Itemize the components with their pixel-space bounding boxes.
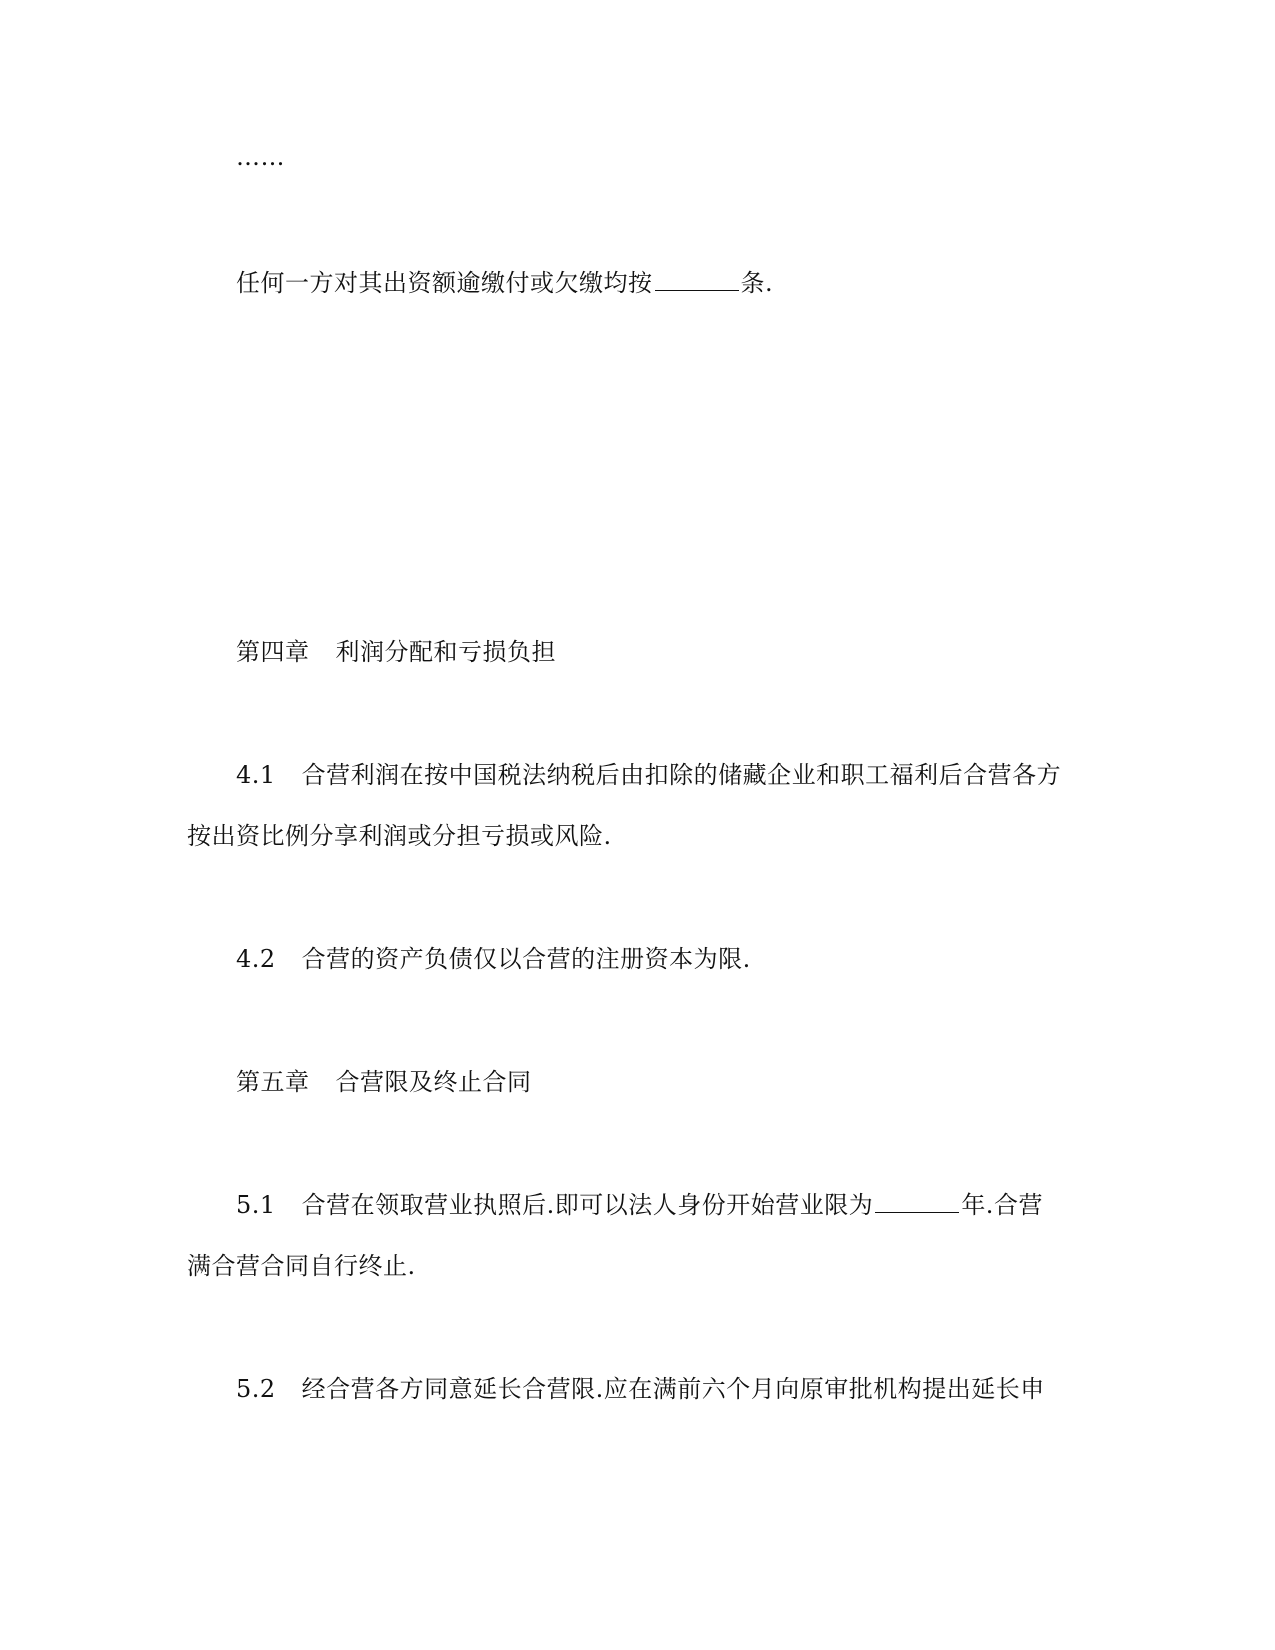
clause-number: 4.1 xyxy=(236,761,276,789)
clause-5-2-line-1 xyxy=(236,1374,1045,1404)
chapter-title: 利润分配和亏损负担 xyxy=(335,638,556,666)
chapter-5-heading xyxy=(236,1067,532,1097)
chapter-title: 合营限及终止合同 xyxy=(335,1068,532,1096)
clause-text: 合营利润在按中国税法纳税后由扣除的储藏企业和职工福利后合营各方 xyxy=(301,761,1062,789)
fill-in-blank xyxy=(655,270,739,291)
paragraph-text: 任何一方对其出资额逾缴付或欠缴均按 xyxy=(236,269,653,297)
clause-5-1-line-2 xyxy=(187,1251,416,1281)
clause-text-end: 年.合营 xyxy=(961,1191,1043,1219)
paragraph-overdue-payment xyxy=(236,268,773,298)
clause-text: 合营在领取营业执照后.即可以法人身份开始营业限为 xyxy=(301,1191,874,1219)
paragraph-text-end: 条. xyxy=(740,269,774,297)
clause-number: 5.2 xyxy=(236,1375,276,1403)
ellipsis-text: …… xyxy=(236,143,285,171)
ellipsis-line xyxy=(236,142,285,172)
clause-4-1-line-1 xyxy=(236,760,1061,790)
clause-5-1-line-1 xyxy=(236,1190,1043,1220)
clause-4-2 xyxy=(236,944,751,974)
clause-text-continued: 按出资比例分享利润或分担亏损或风险. xyxy=(187,822,612,850)
clause-text-continued: 满合营合同自行终止. xyxy=(187,1252,416,1280)
clause-number: 5.1 xyxy=(236,1191,276,1219)
fill-in-blank xyxy=(875,1192,959,1213)
chapter-number: 第四章 xyxy=(236,638,310,666)
clause-text: 经合营各方同意延长合营限.应在满前六个月向原审批机构提出延长申 xyxy=(301,1375,1045,1403)
clause-text: 合营的资产负债仅以合营的注册资本为限. xyxy=(301,945,751,973)
chapter-4-heading xyxy=(236,637,556,667)
clause-4-1-line-2 xyxy=(187,821,612,851)
chapter-number: 第五章 xyxy=(236,1068,310,1096)
clause-number: 4.2 xyxy=(236,945,276,973)
